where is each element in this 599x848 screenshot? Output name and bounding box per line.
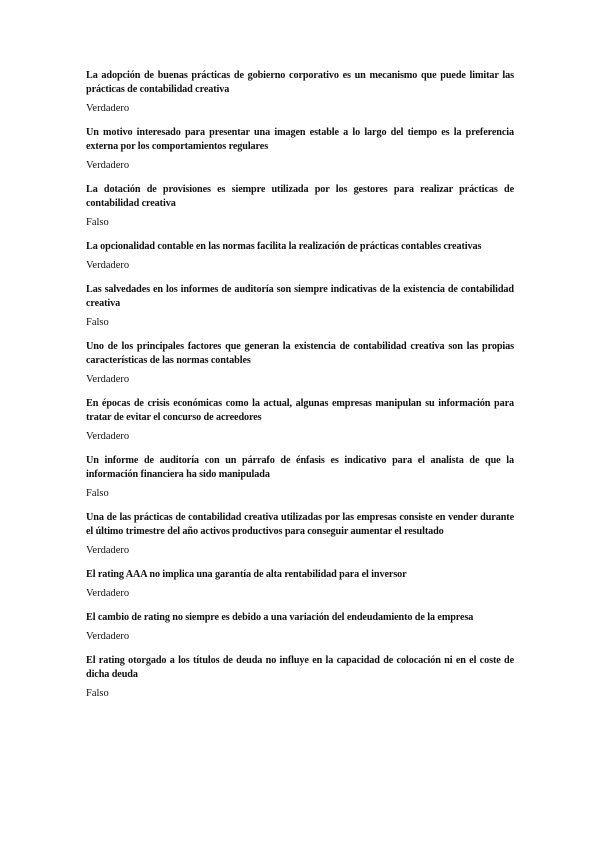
answer-text: Verdadero — [86, 631, 130, 642]
question-text: Un informe de auditoría con un párrafo de énfasis es indicativo para el analista de que la información financiera ha sido manipulada — [86, 455, 514, 480]
question-text: Una de las prácticas de contabilidad creativa utilizadas por las empresas consiste en vender durante el último trimestre del año activos productivos para conseguir aumentar el resultado — [86, 512, 514, 537]
question-text: La dotación de provisiones es siempre utilizada por los gestores para realizar prácticas de contabilidad creativa — [86, 184, 514, 209]
answer-text: Verdadero — [86, 431, 130, 442]
answer-text: Falso — [86, 688, 109, 699]
answer-text: Verdadero — [86, 160, 130, 171]
qa-item-9 — [86, 511, 514, 558]
question-text: Un motivo interesado para presentar una imagen estable a lo largo del tiempo es la preferencia externa por los comportamientos regulares — [86, 127, 514, 152]
qa-item-4 — [86, 240, 514, 273]
qa-item-6 — [86, 340, 514, 387]
qa-item-3 — [86, 183, 514, 230]
answer-text: Verdadero — [86, 103, 130, 114]
qa-item-12 — [86, 654, 514, 701]
question-text: El rating otorgado a los títulos de deuda no influye en la capacidad de colocación ni en el coste de dicha deuda — [86, 655, 514, 680]
question-text: La opcionalidad contable en las normas facilita la realización de prácticas contables creativas — [86, 241, 482, 252]
question-text: Las salvedades en los informes de auditoría son siempre indicativas de la existencia de contabilidad creativa — [86, 284, 514, 309]
answer-text: Falso — [86, 217, 109, 228]
qa-item-5 — [86, 283, 514, 330]
document-page — [86, 69, 514, 711]
qa-item-8 — [86, 454, 514, 501]
answer-text: Verdadero — [86, 260, 130, 271]
qa-item-2 — [86, 126, 514, 173]
question-text: En épocas de crisis económicas como la actual, algunas empresas manipulan su información para tratar de evitar el concurso de acreedores — [86, 398, 514, 423]
answer-text: Verdadero — [86, 545, 130, 556]
answer-text: Falso — [86, 488, 109, 499]
answer-text: Verdadero — [86, 374, 130, 385]
question-text: El rating AAA no implica una garantía de alta rentabilidad para el inversor — [86, 569, 407, 580]
qa-item-7 — [86, 397, 514, 444]
question-text: Uno de los principales factores que generan la existencia de contabilidad creativa son las propias características de las normas contables — [86, 341, 514, 366]
qa-item-10 — [86, 568, 514, 601]
question-text: La adopción de buenas prácticas de gobierno corporativo es un mecanismo que puede limitar las prácticas de contabilidad creativa — [86, 70, 514, 95]
question-text: El cambio de rating no siempre es debido a una variación del endeudamiento de la empresa — [86, 612, 474, 623]
answer-text: Verdadero — [86, 588, 130, 599]
qa-item-1 — [86, 69, 514, 116]
qa-item-11 — [86, 611, 514, 644]
answer-text: Falso — [86, 317, 109, 328]
